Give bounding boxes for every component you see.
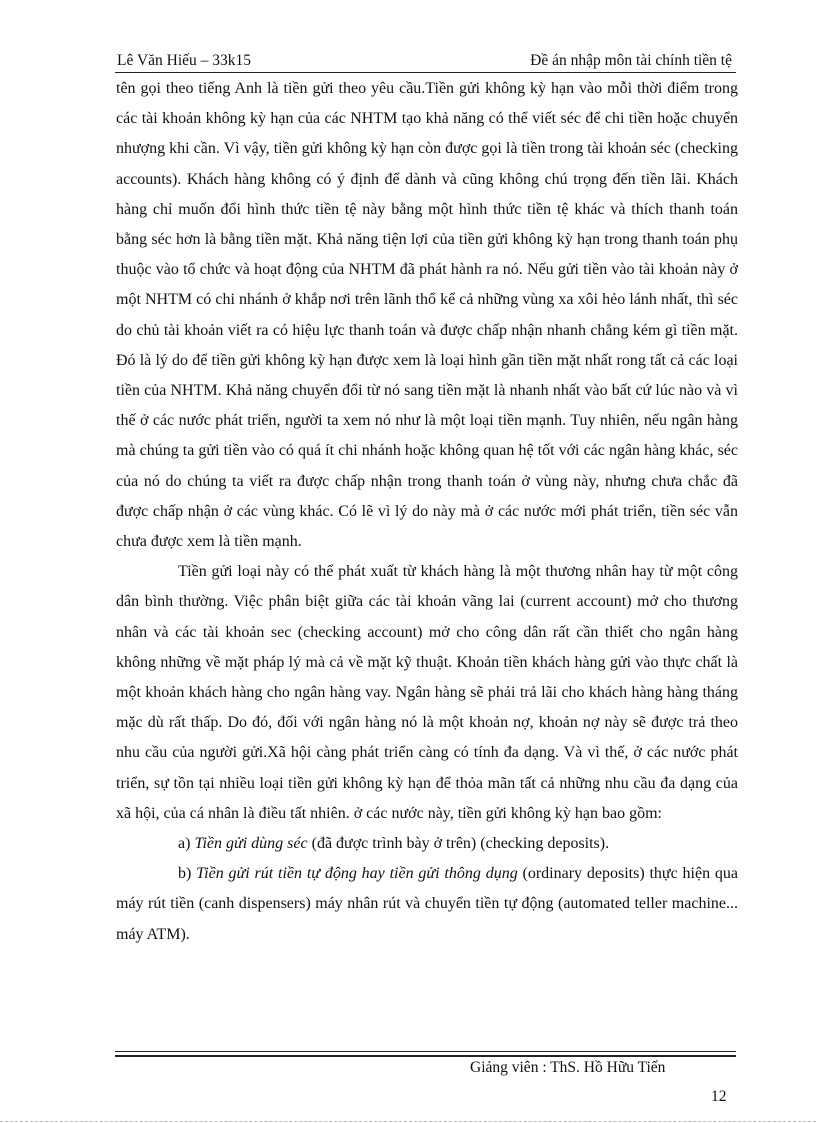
list-item-b [116,859,738,950]
paragraph-2: Tiền gửi loại này có thể phát xuất từ khách hàng là một thương nhân hay từ một công dân bình thường. Việc phân biệt giữa các tài khoản vãng lai (current account) mở cho thương nhân và các tài khoản sec (checking account) mở cho công dân rất cần thiết cho ngân hàng không những về mặt pháp lý mà cả về mặt kỹ thuật. Khoản tiền khách hàng gửi vào thực chất là một khoản khách hàng cho ngân hàng vay. Ngân hàng sẽ phải trả lãi cho khách hàng hàng tháng mặc dù rất thấp. Do đó, đối với ngân hàng nó là một khoản nợ, khoản nợ này sẽ được trả theo nhu cầu của người gửi.Xã hội càng phát triển càng có tính đa dạng. Và vì thế, ở các nước phát triển, sự tồn tại nhiều loại tiền gửi không kỳ hạn để thỏa mãn tất cả những nhu cầu đa dạng của xã hội, của cá nhân là điều tất nhiên. ở các nước này, tiền gửi không kỳ hạn bao gồm: [116,563,738,822]
page-boundary [0,1121,816,1122]
list-item-a-prefix: a) [178,835,195,853]
paragraph-1: tên gọi theo tiếng Anh là tiền gửi theo yêu cầu.Tiền gửi không kỳ hạn vào mỗi thời điểm trong các tài khoản không kỳ hạn của các NHTM tạo khả năng có thể viết séc để chi tiền hoặc chuyển nhượng khi cần. Vì vậy, tiền gửi không kỳ hạn còn được gọi là tiền trong tài khoản séc (checking accounts). Khách hàng không có ý định để dành và cũng không chú trọng đến tiền lãi. Khách hàng chỉ muốn đổi hình thức tiền tệ này bằng một hình thức tiền tệ khác và thích thanh toán bằng séc hơn là bằng tiền mặt. Khả năng tiện lợi của tiền gửi không kỳ hạn trong thanh toán phụ thuộc vào tổ chức và hoạt động của NHTM đã phát hành ra nó. Nếu gửi tiền vào tài khoản này ở một NHTM có chi nhánh ở khắp nơi trên lãnh thổ kể cả những vùng xa xôi hẻo lánh nhất, thì séc do chủ tài khoản viết ra có hiệu lực thanh toán và được chấp nhận nhanh chẳng kém gì tiền mặt. Đó là lý do để tiền gửi không kỳ hạn được xem là loại hình gần tiền mặt nhất rong tất cả các loại tiền của NHTM. Khả năng chuyển đổi từ nó sang tiền mặt là nhanh nhất vào bất cứ lúc nào và vì thế ở các nước phát triển, người ta xem nó như là một loại tiền mạnh. Tuy nhiên, nếu ngân hàng mà chúng ta gửi tiền vào có quá ít chi nhánh hoặc không quan hệ tốt với các ngân hàng khác, séc của nó do chúng ta viết ra được chấp nhận trong thanh toán ở vùng này, nhưng chưa chắc đã được chấp nhận ở các vùng khác. Có lẽ vì lý do này mà ở các nước mới phát triển, tiền séc vẫn chưa được xem là tiền mạnh. [116,80,738,551]
footer-lecturer: Giảng viên : ThS. Hồ Hữu Tiến [470,1059,666,1076]
footer-divider-thick [115,1055,736,1057]
page-header [115,52,736,74]
list-item-a [116,829,738,859]
page-number: 12 [711,1088,727,1105]
list-item-a-text: (đã được trình bày ở trên) (checking deposits). [307,835,610,853]
header-divider [115,72,736,73]
header-title: Đề án nhập môn tài chính tiền tệ [530,52,732,69]
header-author: Lê Văn Hiếu – 33k15 [117,52,252,69]
list-item-b-text: (ordinary deposits) thực hiện qua máy rút tiền (canh dispensers) máy nhân rút và chuyển tiền tự động (automated teller machine... máy ATM). [116,865,739,943]
document-body [116,74,738,950]
list-item-b-term: Tiền gửi rút tiền tự động hay tiền gửi thông dụng [196,865,518,883]
footer-divider-thin [115,1051,736,1052]
list-item-a-term: Tiền gửi dùng séc [194,835,308,853]
list-item-b-prefix: b) [178,865,197,883]
